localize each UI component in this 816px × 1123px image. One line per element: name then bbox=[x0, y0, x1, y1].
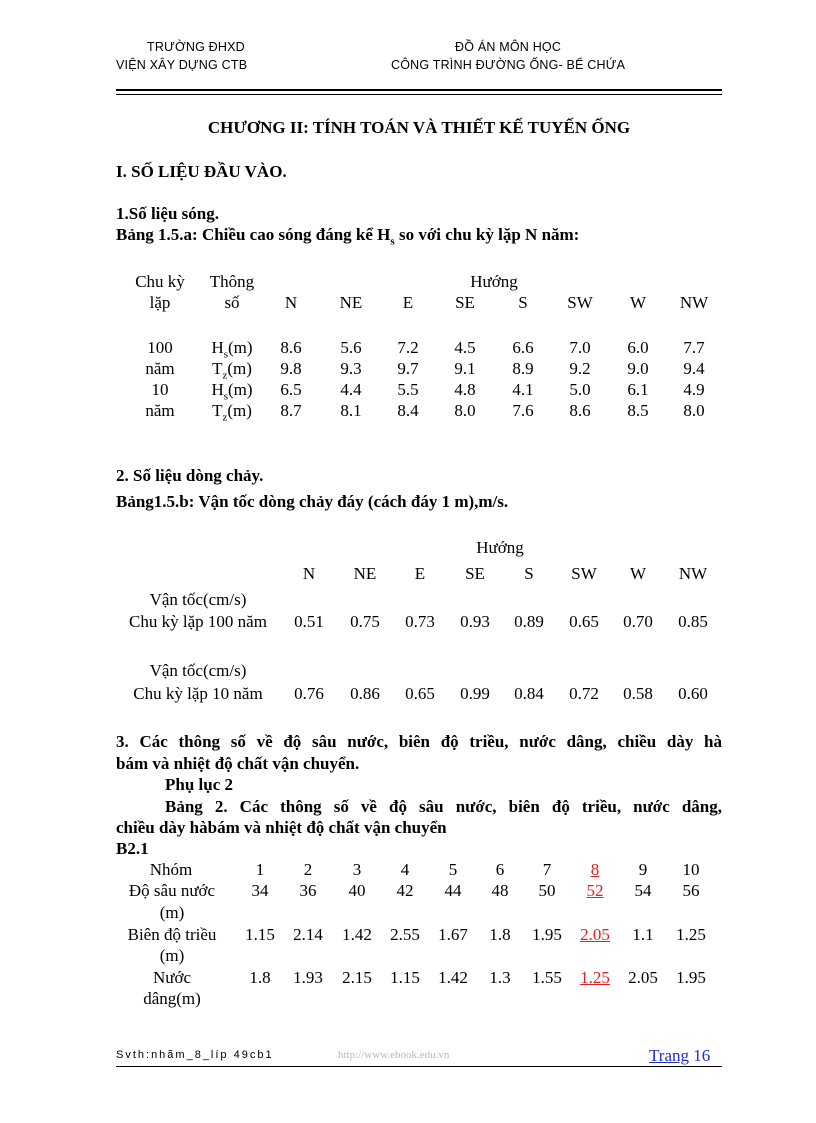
header-project: CÔNG TRÌNH ĐƯỜNG ỐNG- BỂ CHỨA bbox=[391, 58, 626, 72]
col-header-period: Chu kỳ bbox=[135, 272, 185, 291]
current-caption: Bảng1.5.b: Vận tốc dòng chảy đáy (cách đáy 1 m),m/s. bbox=[116, 492, 509, 511]
row-label: (m) bbox=[159, 946, 185, 965]
table-cell: 6.1 bbox=[627, 380, 649, 399]
col-group-header: Hướng bbox=[476, 538, 524, 557]
table-cell: 4.9 bbox=[683, 380, 705, 399]
table-cell: 1.67 bbox=[438, 925, 468, 944]
table-cell: 8.1 bbox=[340, 401, 362, 420]
chapter-title: CHƯƠNG II: TÍNH TOÁN VÀ THIẾT KẾ TUYẾN ỐNG bbox=[207, 118, 631, 137]
header-rule-thick bbox=[116, 89, 722, 91]
table-cell: 9.2 bbox=[569, 359, 591, 378]
header-school: TRƯỜNG ĐHXD bbox=[147, 40, 245, 54]
table-cell: 48 bbox=[491, 881, 509, 900]
direction-header: NE bbox=[353, 564, 377, 583]
table-cell: 0.65 bbox=[405, 684, 435, 703]
table-cell: 56 bbox=[682, 881, 700, 900]
row-label: Chu kỳ lặp 100 năm bbox=[129, 612, 267, 631]
direction-header: NE bbox=[339, 293, 363, 312]
group-header: 10 bbox=[682, 860, 700, 879]
table-cell: 0.65 bbox=[569, 612, 599, 631]
table-cell: 8.5 bbox=[627, 401, 649, 420]
col-header-param: số bbox=[224, 293, 240, 312]
table-cell: 1.42 bbox=[342, 925, 372, 944]
table-cell: 8.0 bbox=[454, 401, 476, 420]
table-cell: 0.70 bbox=[623, 612, 653, 631]
table-cell: 0.89 bbox=[514, 612, 544, 631]
table-cell: 8.6 bbox=[280, 338, 302, 357]
table-cell: 0.84 bbox=[514, 684, 544, 703]
direction-header: SE bbox=[455, 293, 475, 312]
table-cell: 0.51 bbox=[294, 612, 324, 631]
table-cell: 1.3 bbox=[489, 968, 511, 987]
footer-author: Svth:nhãm_8_líp 49cb1 bbox=[116, 1049, 274, 1061]
row-param: $H_s(m)$ bbox=[211, 338, 253, 361]
row-label: (m) bbox=[159, 903, 185, 922]
table-cell: 2.05 bbox=[580, 925, 610, 944]
direction-header: E bbox=[414, 564, 426, 583]
table-cell: 1.95 bbox=[676, 968, 706, 987]
row-param: $H_s(m)$ bbox=[211, 380, 253, 403]
table-cell: 0.73 bbox=[405, 612, 435, 631]
row-param: $T_z(m)$ bbox=[212, 401, 252, 424]
table-cell: 42 bbox=[396, 881, 414, 900]
table-cell: 9.4 bbox=[683, 359, 705, 378]
table-cell: 8.4 bbox=[397, 401, 419, 420]
direction-header: N bbox=[302, 564, 316, 583]
table-cell: 1.8 bbox=[249, 968, 271, 987]
wave-heading: 1.Số liệu sóng. bbox=[116, 204, 219, 223]
table-cell: 0.85 bbox=[678, 612, 708, 631]
direction-header: W bbox=[629, 293, 647, 312]
table-cell: 4.8 bbox=[454, 380, 476, 399]
col-group-header: Hướng bbox=[470, 272, 518, 291]
row-label: Vận tốc(cm/s) bbox=[149, 590, 247, 609]
table-cell: 0.86 bbox=[350, 684, 380, 703]
table-cell: 0.72 bbox=[569, 684, 599, 703]
table-cell: 9.8 bbox=[280, 359, 302, 378]
table-cell: 0.76 bbox=[294, 684, 324, 703]
page-number: Trang 16 bbox=[649, 1046, 711, 1065]
table-cell: 44 bbox=[444, 881, 462, 900]
table-cell: 1.25 bbox=[580, 968, 610, 987]
group-header: 5 bbox=[448, 860, 458, 879]
direction-header: SE bbox=[465, 564, 485, 583]
table-cell: 8.7 bbox=[280, 401, 302, 420]
table-cell: 5.6 bbox=[340, 338, 362, 357]
table-cell: 1.93 bbox=[293, 968, 323, 987]
table-cell: 4.5 bbox=[454, 338, 476, 357]
row-label: Chu kỳ lặp 10 năm bbox=[133, 684, 263, 703]
table-cell: 1.15 bbox=[245, 925, 275, 944]
direction-header: N bbox=[284, 293, 298, 312]
table-cell: 0.93 bbox=[460, 612, 490, 631]
table-cell: 52 bbox=[586, 881, 604, 900]
section-heading: I. SỐ LIỆU ĐẦU VÀO. bbox=[116, 162, 287, 181]
header-institute: VIỆN XÂY DỰNG CTB bbox=[116, 58, 248, 72]
table-cell: 1.25 bbox=[676, 925, 706, 944]
direction-header: NW bbox=[679, 293, 709, 312]
table-cell: 54 bbox=[634, 881, 652, 900]
col-header-param: Thông bbox=[209, 272, 255, 291]
group-header: 7 bbox=[542, 860, 552, 879]
group-header: 3 bbox=[352, 860, 362, 879]
row-period: năm bbox=[145, 359, 175, 378]
row-label: Biên độ triều bbox=[127, 925, 217, 944]
table-cell: 5.0 bbox=[569, 380, 591, 399]
footer-url[interactable]: http://www.ebook.edu.vn bbox=[338, 1049, 450, 1061]
params-caption-line1: Bảng 2. Các thông số về độ sâu nước, biên độ triều, nước dâng, bbox=[165, 797, 722, 816]
table-cell: 4.1 bbox=[512, 380, 534, 399]
group-header: 6 bbox=[495, 860, 505, 879]
row-label: Độ sâu nước bbox=[128, 881, 216, 900]
table-cell: 36 bbox=[299, 881, 317, 900]
table-cell: 6.6 bbox=[512, 338, 534, 357]
group-header: 4 bbox=[400, 860, 410, 879]
table-cell: 0.60 bbox=[678, 684, 708, 703]
direction-header: SW bbox=[571, 564, 597, 583]
table-cell: 8.9 bbox=[512, 359, 534, 378]
row-label: Vận tốc(cm/s) bbox=[149, 661, 247, 680]
table-cell: 50 bbox=[538, 881, 556, 900]
params-heading-line2: bám và nhiệt độ chất vận chuyển. bbox=[116, 754, 360, 773]
group-header: 2 bbox=[303, 860, 313, 879]
row-period: 10 bbox=[151, 380, 169, 399]
row-label: Nhóm bbox=[149, 860, 193, 879]
table-cell: 0.58 bbox=[623, 684, 653, 703]
params-caption-line2: chiều dày hàbám và nhiệt độ chất vận chuyển bbox=[116, 818, 447, 837]
direction-header: E bbox=[402, 293, 414, 312]
col-header-period: lặp bbox=[149, 293, 171, 312]
wave-caption: Bảng 1.5.a: Chiều cao sóng đáng kể $H_s$ so với chu kỳ lặp N năm: bbox=[116, 225, 580, 248]
table-cell: 0.75 bbox=[350, 612, 380, 631]
table-cell: 9.1 bbox=[454, 359, 476, 378]
table-cell: 7.0 bbox=[569, 338, 591, 357]
row-label: Nước bbox=[152, 968, 192, 987]
table-cell: 8.0 bbox=[683, 401, 705, 420]
table-cell: 9.0 bbox=[627, 359, 649, 378]
table-cell: 7.7 bbox=[683, 338, 705, 357]
current-heading: 2. Số liệu dòng chảy. bbox=[116, 466, 264, 485]
table-cell: 0.99 bbox=[460, 684, 490, 703]
table-cell: 2.55 bbox=[390, 925, 420, 944]
table-cell: 9.3 bbox=[340, 359, 362, 378]
direction-header: S bbox=[524, 564, 534, 583]
group-header: 9 bbox=[638, 860, 648, 879]
direction-header: NW bbox=[678, 564, 708, 583]
table-cell: 6.0 bbox=[627, 338, 649, 357]
direction-header: W bbox=[629, 564, 647, 583]
table-cell: 1.8 bbox=[489, 925, 511, 944]
direction-header: S bbox=[518, 293, 528, 312]
direction-header: SW bbox=[567, 293, 593, 312]
table-cell: 1.15 bbox=[390, 968, 420, 987]
row-period: 100 bbox=[147, 338, 173, 357]
table-cell: 1.42 bbox=[438, 968, 468, 987]
row-label: dâng(m) bbox=[143, 989, 201, 1008]
table-cell: 5.5 bbox=[397, 380, 419, 399]
table-id: B2.1 bbox=[116, 839, 149, 858]
table-cell: 6.5 bbox=[280, 380, 302, 399]
table-cell: 2.14 bbox=[293, 925, 323, 944]
table-cell: 9.7 bbox=[397, 359, 419, 378]
table-cell: 2.05 bbox=[628, 968, 658, 987]
table-cell: 2.15 bbox=[342, 968, 372, 987]
group-header: 8 bbox=[590, 860, 600, 879]
table-cell: 4.4 bbox=[340, 380, 362, 399]
group-header: 1 bbox=[255, 860, 265, 879]
appendix-label: Phụ lục 2 bbox=[165, 775, 234, 794]
table-cell: 34 bbox=[251, 881, 269, 900]
row-period: năm bbox=[145, 401, 175, 420]
header-rule-thin bbox=[116, 94, 722, 95]
table-cell: 1.55 bbox=[532, 968, 562, 987]
table-cell: 1.95 bbox=[532, 925, 562, 944]
table-cell: 7.2 bbox=[397, 338, 419, 357]
table-cell: 8.6 bbox=[569, 401, 591, 420]
table-cell: 40 bbox=[348, 881, 366, 900]
row-param: $T_z(m)$ bbox=[212, 359, 252, 382]
footer-rule bbox=[116, 1066, 722, 1067]
table-cell: 7.6 bbox=[512, 401, 534, 420]
header-course: ĐỒ ÁN MÔN HỌC bbox=[455, 40, 562, 54]
params-heading-line1: 3. Các thông số về độ sâu nước, biên độ triều, nước dâng, chiều dày hà bbox=[116, 732, 722, 751]
table-cell: 1.1 bbox=[632, 925, 654, 944]
